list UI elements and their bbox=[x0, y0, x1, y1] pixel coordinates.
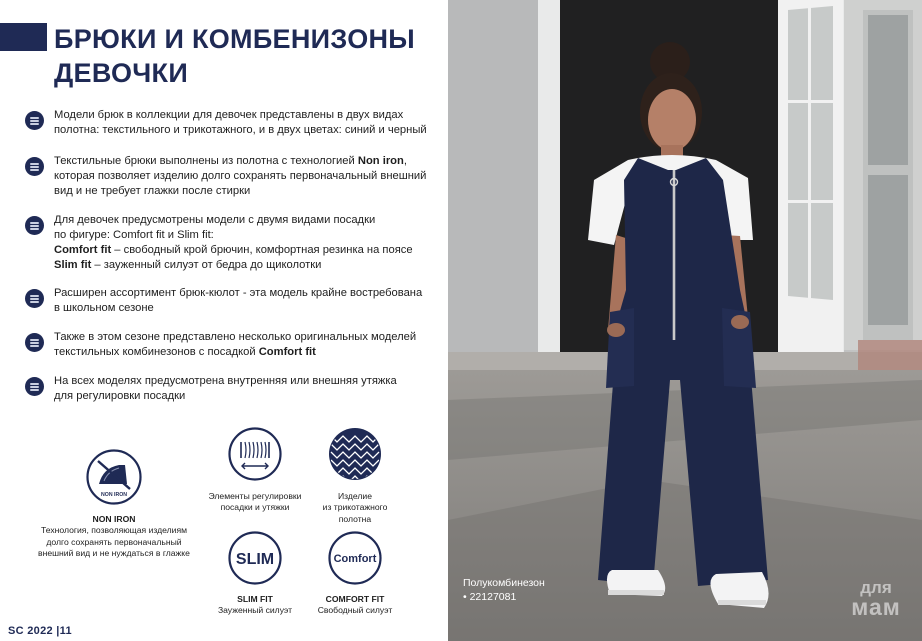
adjustment-label: Элементы регулировки посадки и утяжки bbox=[208, 490, 302, 512]
title-accent-bar bbox=[0, 23, 47, 51]
page-footer: SC 2022 |11 bbox=[8, 625, 72, 637]
bullet-text: На всех моделях предусмотрена внутренняя или внешняя утяжка для регулировки посадки bbox=[54, 375, 397, 402]
brand-bullet-icon bbox=[25, 157, 44, 176]
comfort-fit-icon bbox=[327, 530, 383, 586]
knit-label: Изделие из трикотажного полотна bbox=[322, 490, 388, 524]
non-iron-icon bbox=[85, 448, 143, 506]
brand-bullet-icon bbox=[25, 216, 44, 235]
svg-text:Comfort: Comfort bbox=[333, 553, 377, 565]
knit-fabric-icon bbox=[327, 426, 383, 482]
girl-in-jumpsuit-image bbox=[448, 0, 922, 641]
non-iron-label: NON IRON Технология, позволяющая изделиям долго сохранять первоначальный внешний вид и не нуждаться в глажке bbox=[38, 513, 190, 558]
comfort-fit-label: COMFORT FIT Свободный силуэт bbox=[317, 593, 393, 615]
feature-adjustment bbox=[200, 426, 310, 514]
feature-non-iron bbox=[30, 448, 198, 560]
page-title bbox=[54, 22, 434, 90]
watermark-bottom: мам bbox=[851, 594, 901, 620]
feature-knit bbox=[300, 426, 410, 525]
watermark-logo bbox=[836, 580, 916, 618]
feature-slim-fit bbox=[200, 530, 310, 617]
feature-comfort-fit bbox=[300, 530, 410, 617]
photo-caption bbox=[463, 576, 545, 604]
slim-fit-label: SLIM FIT Зауженный силуэт bbox=[217, 593, 293, 615]
caption-product-code: • 22127081 bbox=[463, 591, 517, 603]
caption-product-name: Полукомбинезон bbox=[463, 577, 545, 589]
brand-bullet-icon bbox=[25, 289, 44, 308]
bullet-text: Также в этом сезоне представлено несколько оригинальных моделей текстильных комбинезонов с посадкой Comfort fit bbox=[54, 331, 417, 358]
brand-bullet-icon bbox=[25, 111, 44, 130]
watermark-top: для bbox=[860, 578, 892, 597]
page-title-line2: ДЕВОЧКИ bbox=[54, 58, 189, 88]
bullet-text: Для девочек предусмотрены модели с двумя видами посадки по фигуре: Comfort fit и Slim fit: Comfort fit – свободный крой брючин, комфортная резинка на поясе Slim fit – зауженный силуэт от бедра до щиколотки bbox=[54, 214, 413, 271]
brand-bullet-icon bbox=[25, 377, 44, 396]
bullet-text: Модели брюк в коллекции для девочек представлены в двух видах полотна: текстильного и трикотажного, и в двух цветах: синий и черный bbox=[54, 109, 427, 136]
bullet-text: Текстильные брюки выполнены из полотна с технологией Non iron, которая позволяет изделию долго сохранять первоначальный внешний вид и не требует глажки после стирки bbox=[54, 155, 427, 197]
brand-bullet-icon bbox=[25, 333, 44, 352]
adjustment-waist-icon bbox=[227, 426, 283, 482]
bullet-text: Расширен ассортимент брюк-кюлот - эта модель крайне востребована в школьном сезоне bbox=[54, 287, 423, 314]
page-title-line1: БРЮКИ И КОМБЕНИЗОНЫ bbox=[54, 24, 416, 54]
product-photo bbox=[448, 0, 922, 641]
slim-fit-icon bbox=[227, 530, 283, 586]
svg-text:NON IRON: NON IRON bbox=[101, 492, 127, 498]
svg-text:SLIM: SLIM bbox=[235, 551, 275, 568]
